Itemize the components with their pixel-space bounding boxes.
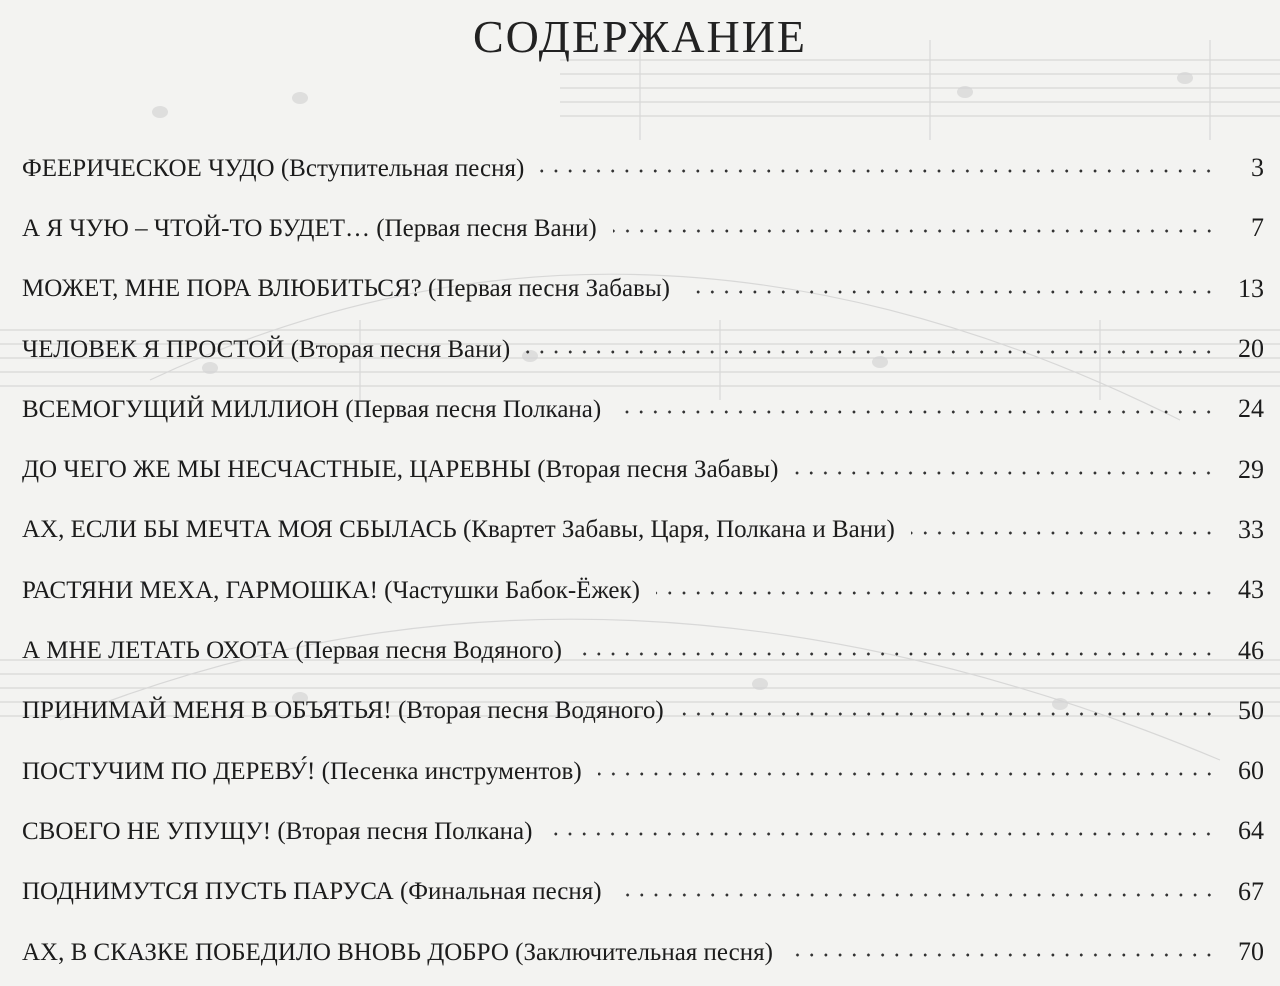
toc-entry-title: А Я ЧУЮ – ЧТОЙ-ТО БУДЕТ… (Первая песня Вани) <box>22 214 597 242</box>
toc-entry-page-number: 46 <box>1238 635 1264 665</box>
toc-entry-title: МОЖЕТ, МНЕ ПОРА ВЛЮБИТЬСЯ? (Первая песня Забавы) <box>22 275 670 303</box>
toc-entry <box>22 560 1264 620</box>
toc-entry-page-number: 29 <box>1238 454 1264 484</box>
toc-entry-page-number: 60 <box>1238 756 1264 786</box>
toc-entry <box>22 862 1264 922</box>
dot-leader <box>613 229 1216 233</box>
toc-entry <box>22 681 1264 741</box>
toc-entry <box>22 319 1264 379</box>
dot-leader <box>911 531 1216 535</box>
toc-entry <box>22 620 1264 680</box>
toc-entry-page-number: 20 <box>1238 334 1264 364</box>
dot-leader <box>598 772 1216 776</box>
toc-entry <box>22 259 1264 319</box>
toc-entry-title: ВСЕМОГУЩИЙ МИЛЛИОН (Первая песня Полкана) <box>22 395 602 423</box>
toc-entry-title: АХ, ЕСЛИ БЫ МЕЧТА МОЯ СБЫЛАСЬ (Квартет Забавы, Царя, Полкана и Вани) <box>22 516 895 544</box>
toc-entry-page-number: 24 <box>1238 394 1264 424</box>
toc-entry-page-number: 3 <box>1251 153 1264 183</box>
toc-entry <box>22 500 1264 560</box>
toc-entry <box>22 922 1264 982</box>
toc-entry-page-number: 70 <box>1238 937 1264 966</box>
dot-leader <box>526 350 1216 354</box>
toc-entry <box>22 138 1264 198</box>
dot-leader <box>656 591 1216 595</box>
toc-entry-title: А МНЕ ЛЕТАТЬ ОХОТА (Первая песня Водяного) <box>22 637 562 665</box>
toc-entry-page-number: 33 <box>1238 514 1264 544</box>
table-of-contents <box>22 138 1264 982</box>
toc-entry-title: ПОСТУЧИМ ПО ДЕРЕВУ́! (Песенка инструментов) <box>22 757 582 785</box>
toc-entry-page-number: 43 <box>1238 575 1264 605</box>
toc-entry-title: ДО ЧЕГО ЖЕ МЫ НЕСЧАСТНЫЕ, ЦАРЕВНЫ (Вторая песня Забавы) <box>22 456 779 484</box>
toc-entry <box>22 741 1264 801</box>
dot-leader <box>686 290 1216 294</box>
toc-entry-page-number: 50 <box>1238 695 1264 725</box>
toc-entry-title: АХ, В СКАЗКЕ ПОБЕДИЛО ВНОВЬ ДОБРО (Заключительная песня) <box>22 938 773 966</box>
toc-entry-title: ФЕЕРИЧЕСКОЕ ЧУДО (Вступительная песня) <box>22 154 525 182</box>
dot-leader <box>789 953 1216 957</box>
toc-entry-title: СВОЕГО НЕ УПУЩУ! (Вторая песня Полкана) <box>22 817 533 845</box>
dot-leader <box>540 169 1216 173</box>
dot-leader <box>617 410 1216 414</box>
toc-entry-page-number: 67 <box>1238 876 1264 906</box>
toc-entry <box>22 198 1264 258</box>
dot-leader <box>548 832 1216 836</box>
toc-entry <box>22 801 1264 861</box>
dot-leader <box>794 471 1216 475</box>
toc-entry-title: ПОДНИМУТСЯ ПУСТЬ ПАРУСА (Финальная песня) <box>22 878 602 906</box>
toc-entry-title: ПРИНИМАЙ МЕНЯ В ОБЪЯТЬЯ! (Вторая песня Водяного) <box>22 697 664 725</box>
dot-leader <box>578 652 1216 656</box>
toc-entry-title: ЧЕЛОВЕК Я ПРОСТОЙ (Вторая песня Вани) <box>22 335 511 363</box>
toc-entry-page-number: 7 <box>1251 213 1264 243</box>
page-title: СОДЕРЖАНИЕ <box>472 11 808 62</box>
toc-entry-page-number: 64 <box>1238 816 1264 846</box>
toc-entry-title: РАСТЯНИ МЕХА, ГАРМОШКА! (Частушки Бабок-Ёжек) <box>22 576 640 604</box>
toc-entry <box>22 439 1264 499</box>
dot-leader <box>680 712 1216 716</box>
toc-entry-page-number: 13 <box>1238 273 1264 303</box>
dot-leader <box>618 893 1216 897</box>
toc-entry <box>22 379 1264 439</box>
